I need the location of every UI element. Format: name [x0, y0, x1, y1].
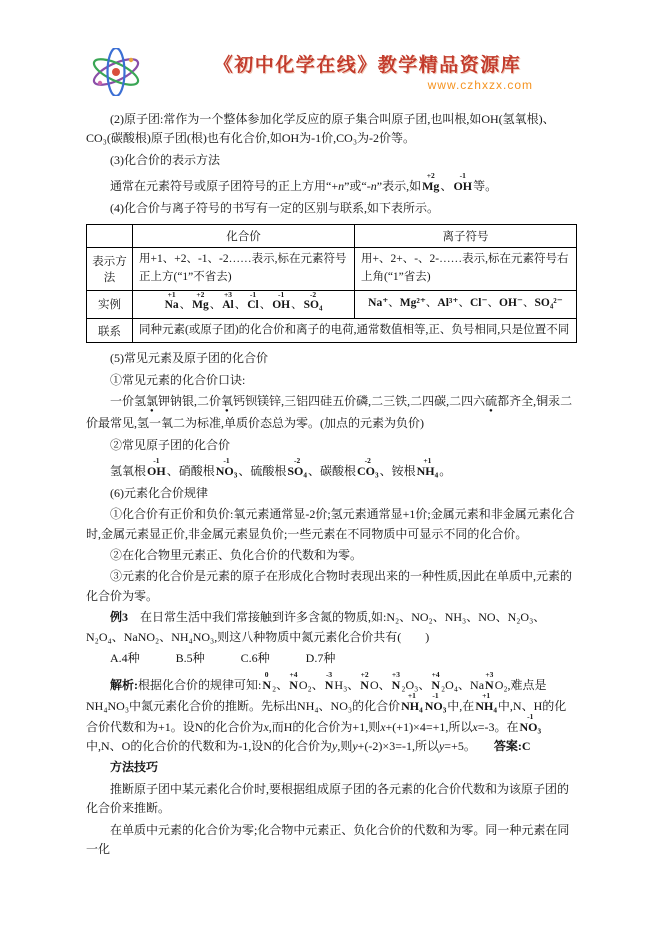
valence-notation: SO₄-2	[303, 289, 323, 311]
table-row-label: 实例	[87, 290, 133, 318]
para-rule-2: ②在化合物里元素正、负化合价的代数和为零。	[110, 547, 363, 562]
para-radical-valence-heading: ②常见原子团的化合价	[110, 437, 231, 452]
site-title: 《初中化学在线》教学精品资源库	[213, 55, 522, 76]
para-rule-1: ①化合价有正价和负价:氧元素通常显-2价;氢元素通常显+1价;金属元素和非金属元素化合时,金属元素显正价,非金属元素显负价;一些元素在不同物质中可显示不同的化合价。	[86, 507, 575, 541]
table-cell: 同种元素(或原子团)的化合价和离子的电荷,通常数值相等,正、负号相同,只是位置不同	[133, 318, 577, 343]
para-method-heading: 方法技巧	[110, 760, 159, 775]
table-row-label: 表示方法	[87, 248, 133, 291]
valence-notation: NH₄+1	[401, 690, 423, 713]
valence-notation: NH₄+1	[416, 456, 439, 479]
valence-notation: OH-1	[147, 456, 166, 479]
header	[86, 48, 577, 100]
valence-notation: NH₄+1	[475, 690, 497, 713]
para-valence-representation-heading: (3)化合价的表示方法	[110, 152, 220, 167]
valence-notation: N-3	[324, 669, 334, 692]
document-body	[86, 110, 577, 860]
table-cell: Na+1、Mg+2、Al+3、Cl-1、OH-1、SO₄-2	[133, 290, 355, 318]
table-column-header: 化合价	[133, 225, 355, 248]
valence-notation: NO₃-1	[424, 690, 447, 713]
para-example-3: 例3 在日常生活中我们常接触到许多含氮的物质,如:N₂、NO₂、NH₃、NO、N₂O₃、N₂O₄、NaNO₂、NH₄NO₃,则这八种物质中氮元素化合价共有( )	[86, 610, 546, 644]
valence-notation: OH-1	[272, 289, 291, 311]
valence-notation: SO₄-2	[287, 456, 307, 479]
para-options: A.4种 B.5种 C.6种 D.7种	[110, 651, 336, 666]
valence-notation: N+4	[289, 669, 298, 692]
table-column-header: 离子符号	[355, 225, 577, 248]
site-url: www.czhxzx.com	[427, 78, 533, 92]
para-atomic-group: (2)原子团:常作为一个整体参加化学反应的原子集合叫原子团,也叫根,如OH(氢氧根)、CO₃(碳酸根)原子团(根)也有化合价,如OH为-1价,CO₃为-2价等。	[86, 112, 555, 146]
header-title-group	[146, 48, 577, 92]
table-corner-cell	[87, 225, 133, 248]
valence-notation: Mg+2	[422, 171, 440, 194]
para-method-2: 在单质中元素的化合价为零;化合物中元素正、负化合价的代数和为零。同一种元素在同一化	[86, 822, 570, 857]
table-cell: 用+1、+2、-1、-2……表示,标在元素符号正上方(“1”不省去)	[133, 248, 355, 291]
table-cell: Na⁺、Mg²⁺、Al³⁺、Cl⁻、OH⁻、SO₄²⁻	[355, 290, 577, 318]
valence-notation: N+4	[431, 669, 440, 692]
valence-notation: NO₃-1	[215, 456, 238, 479]
para-method-1: 推断原子团中某元素化合价时,要根据组成原子团的各元素的化合价代数和为该原子团的化合价来推断。	[86, 781, 570, 816]
valence-notation: Al+3	[222, 289, 234, 311]
para-mnemonic-heading: ①常见元素的化合价口诀:	[110, 372, 246, 387]
valence-notation: CO₃-2	[356, 456, 379, 479]
table-cell: 用+、2+、-、2-……表示,标在元素符号右上角(“1”省去)	[355, 248, 577, 291]
valence-notation: Na+1	[164, 289, 179, 311]
valence-notation: OH-1	[453, 171, 473, 194]
atom-logo-icon	[86, 48, 146, 96]
valence-vs-ion-table	[86, 224, 577, 343]
valence-notation: NO₃-1	[519, 711, 542, 734]
para-common-valence-heading: (5)常见元素及原子团的化合价	[110, 351, 268, 366]
valence-notation: N+3	[391, 669, 401, 692]
valence-notation: Cl-1	[247, 289, 259, 311]
table-row-label: 联系	[87, 318, 133, 343]
valence-notation: N+2	[360, 669, 369, 692]
valence-notation: N+3	[485, 669, 494, 692]
para-valence-notation: 通常在元素符号或原子团符号的正上方用“+n”或“-n”表示,如Mg+2、OH-1等。	[110, 171, 498, 194]
para-table-intro: (4)化合价与离子符号的书写有一定的区别与联系,如下表所示。	[110, 200, 439, 215]
para-radical-valences: 氢氧根OH-1、硝酸根NO₃-1、硫酸根SO₄-2、碳酸根CO₃-2、铵根NH₄+1。	[110, 456, 452, 479]
para-mnemonic: 一价氢氯钾钠银,二价氧钙钡镁锌,三铝四硅五价磷,二三铁,二四碳,二四六硫都齐全,铜汞二价最常见,氢一氧二为标准,单质价态总为零。(加点的元素为负价)	[86, 394, 573, 431]
para-rule-3: ③元素的化合价是元素的原子在形成化合物时表现出来的一种性质,因此在单质中,元素的化合价为零。	[86, 569, 573, 603]
para-valence-rules-heading: (6)元素化合价规律	[110, 485, 208, 500]
valence-notation: Mg+2	[192, 289, 209, 311]
valence-notation: N0	[262, 669, 272, 692]
para-analysis: 解析:根据化合价的规律可知:N0₂、N+4O₂、N-3H₃、N+2O、N+3₂O₃、N+4₂O₄、NaN+3O₂,难点是NH₄NO₃中氮元素化合价的推断。先标出NH₄、NO₃的化合价NH₄+1NO₃-1中,在NH₄+1中,N、H的化合价代数和为+1。设N的化合价为x,而H的化合价为+1,则x+(+1)×4=+1,所以x=-3。在NO₃-1中,N、O的化合价的代数和为-1,设N的化合价为y,则y+(-2)×3=-1,所以y=+5。 答案:C	[86, 669, 567, 753]
